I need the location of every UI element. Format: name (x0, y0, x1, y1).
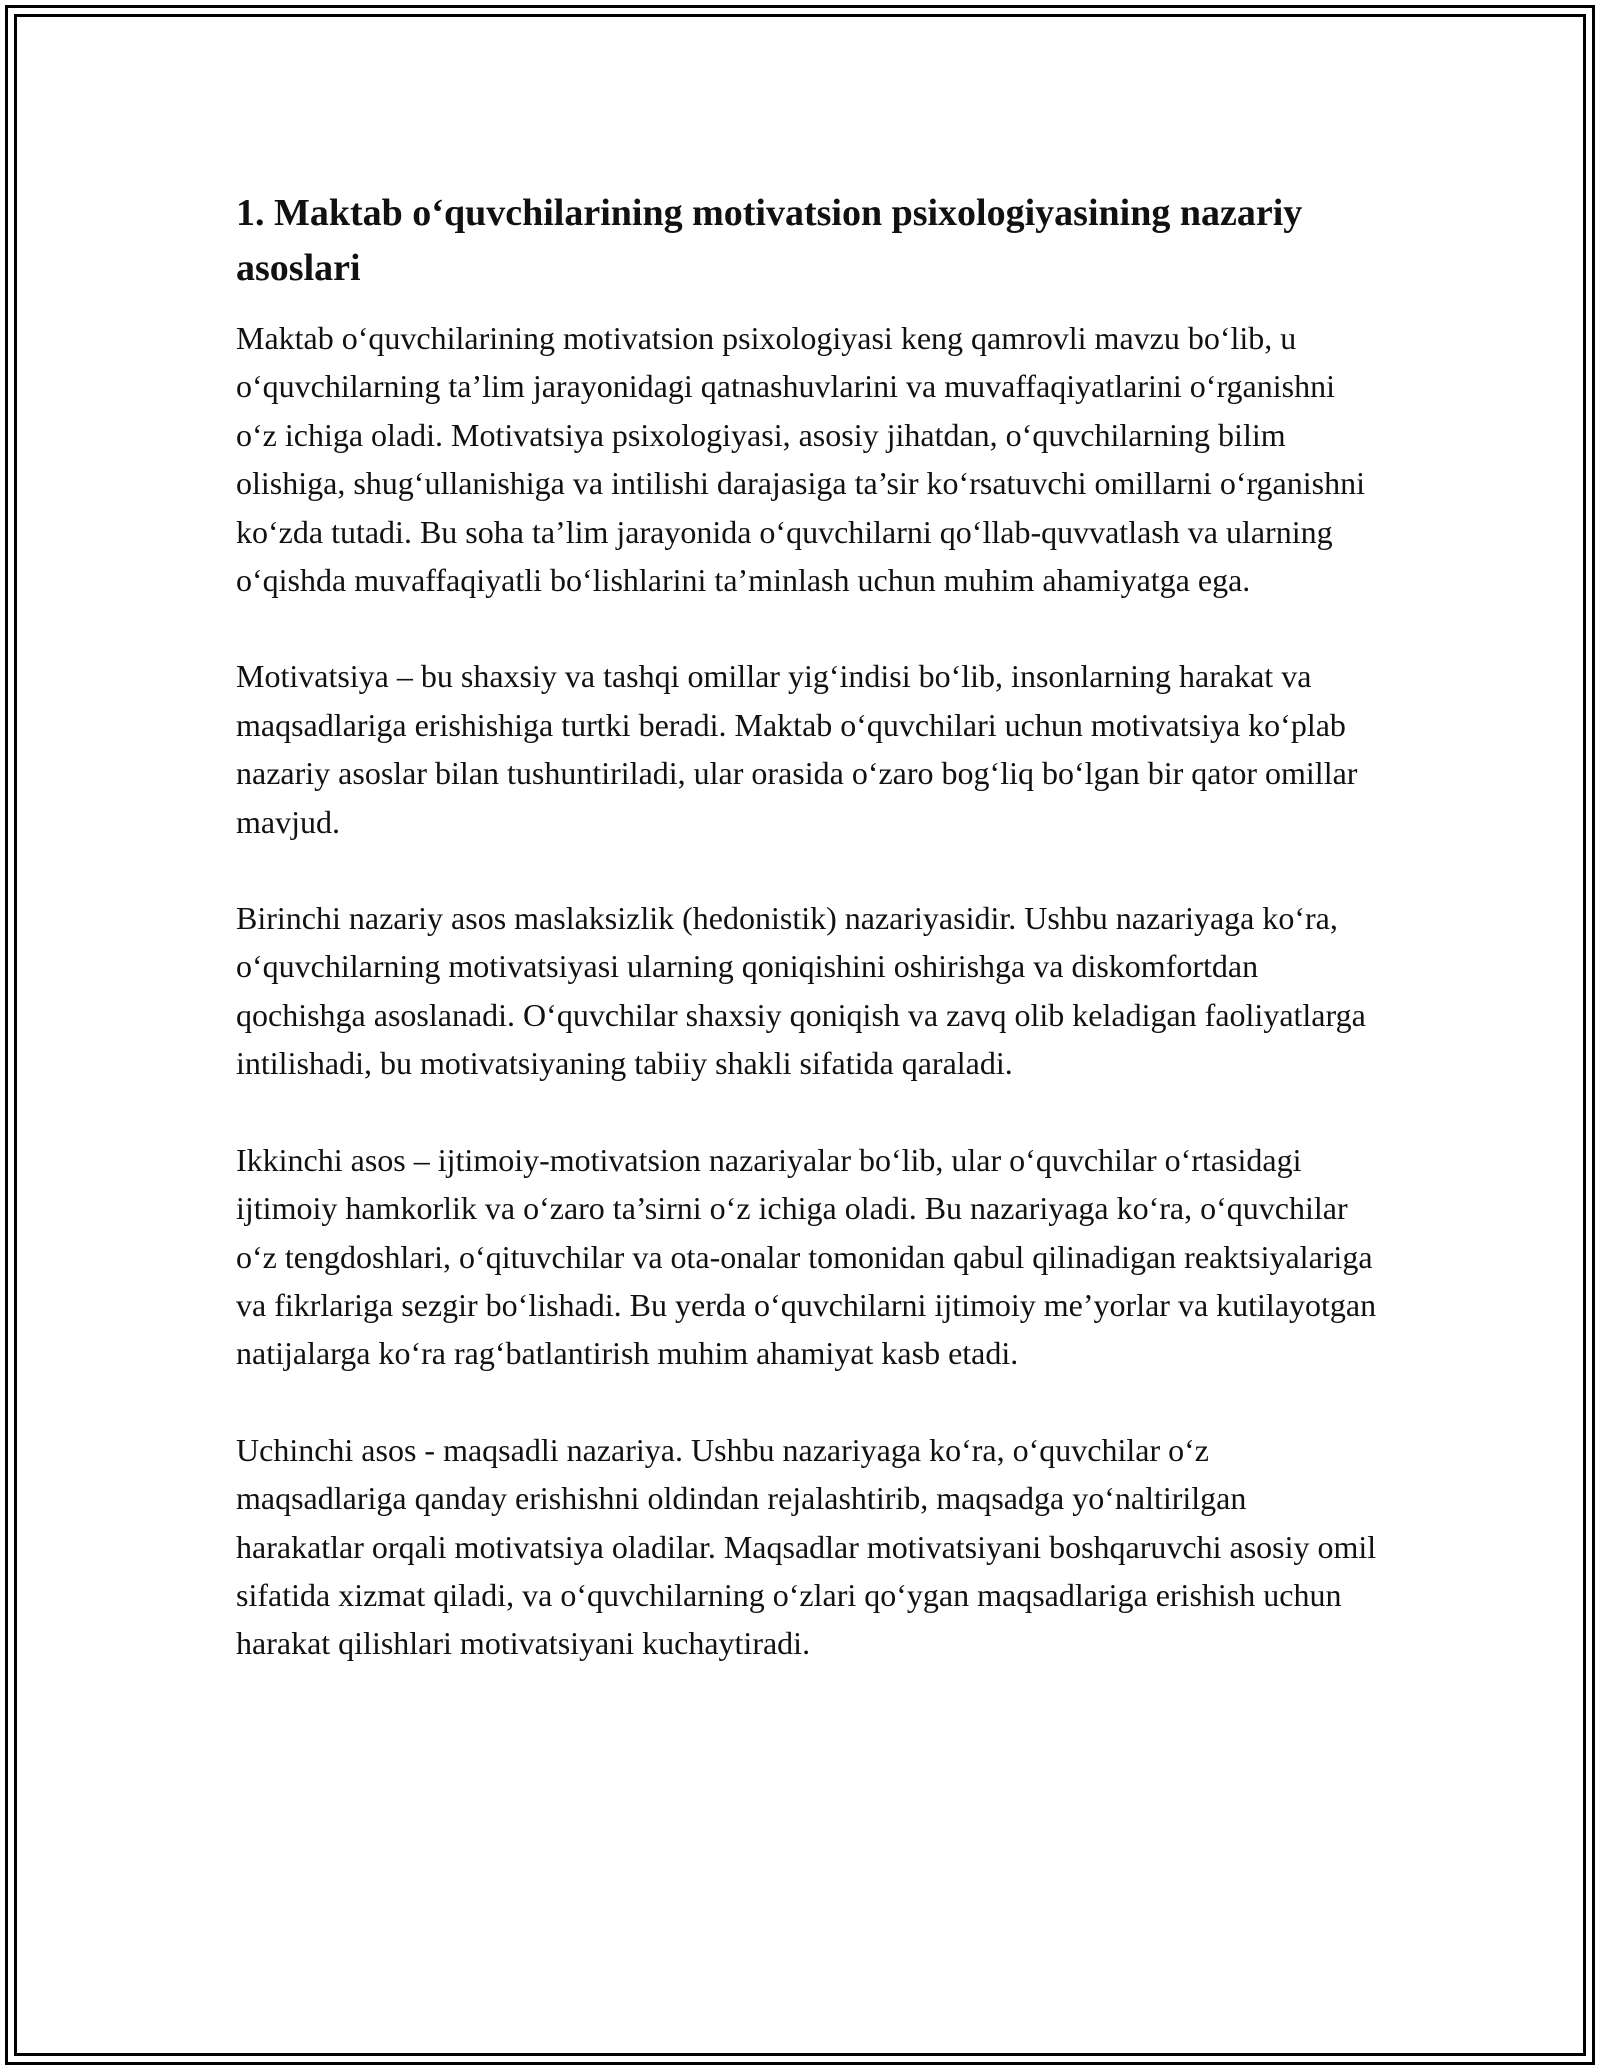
section-heading: 1. Maktab o‘quvchilarining motivatsion psixologiyasining nazariy asoslari (236, 192, 1303, 289)
document-body (236, 186, 1381, 1668)
paragraph-second-basis: Ikkinchi asos – ijtimoiy-motivatsion nazariyalar bo‘lib, ular o‘quvchilar o‘rtasidagi ijtimoiy hamkorlik va o‘zaro ta’sirni o‘z ichiga oladi. Bu nazariyaga ko‘ra, o‘quvchilar o‘z tengdoshlari, o‘qituvchilar va ota-onalar tomonidan qabul qilinadigan reaktsiyalariga va fikrlariga sezgir bo‘lishadi. Bu yerda o‘quvchilarni ijtimoiy me’yorlar va kutilayotgan natijalarga ko‘ra rag‘batlantirish muhim ahamiyat kasb etadi. (236, 1141, 1377, 1372)
paragraph-intro: Maktab o‘quvchilarining motivatsion psixologiyasi keng qamrovli mavzu bo‘lib, u o‘quvchilarning ta’lim jarayonidagi qatnashuvlarini va muvaffaqiyatlarini o‘rganishni o‘z ichiga oladi. Motivatsiya psixologiyasi, asosiy jihatdan, o‘quvchilarning bilim olishiga, shug‘ullanishiga va intilishi darajasiga ta’sir ko‘rsatuvchi omillarni o‘rganishni ko‘zda tutadi. Bu soha ta’lim jarayonida o‘quvchilarni qo‘llab-quvvatlash va ularning o‘qishda muvaffaqiyatli bo‘lishlarini ta’minlash uchun muhim ahamiyatga ega. (236, 320, 1365, 599)
paragraph-definition: Motivatsiya – bu shaxsiy va tashqi omillar yig‘indisi bo‘lib, insonlarning harakat va maqsadlariga erishishiga turtki beradi. Maktab o‘quvchilari uchun motivatsiya ko‘plab nazariy asoslar bilan tushuntiriladi, ular orasida o‘zaro bog‘liq bo‘lgan bir qator omillar mavjud. (236, 658, 1358, 840)
paragraph-first-basis: Birinchi nazariy asos maslaksizlik (hedonistik) nazariyasidir. Ushbu nazariyaga ko‘ra, o‘quvchilarning motivatsiyasi ularning qoniqishini oshirishga va diskomfortdan qochishga asoslanadi. O‘quvchilar shaxsiy qoniqish va zavq olib keladigan faoliyatlarga intilishadi, bu motivatsiyaning tabiiy shakli sifatida qaraladi. (236, 900, 1366, 1082)
paragraph-third-basis: Uchinchi asos - maqsadli nazariya. Ushbu nazariyaga ko‘ra, o‘quvchilar o‘z maqsadlariga qanday erishishni oldindan rejalashtirib, maqsadga yo‘naltirilgan harakatlar orqali motivatsiya oladilar. Maqsadlar motivatsiyani boshqaruvchi asosiy omil sifatida xizmat qiladi, va o‘quvchilarning o‘zlari qo‘ygan maqsadlariga erishish uchun harakat qilishlari motivatsiyani kuchaytiradi. (236, 1431, 1377, 1662)
